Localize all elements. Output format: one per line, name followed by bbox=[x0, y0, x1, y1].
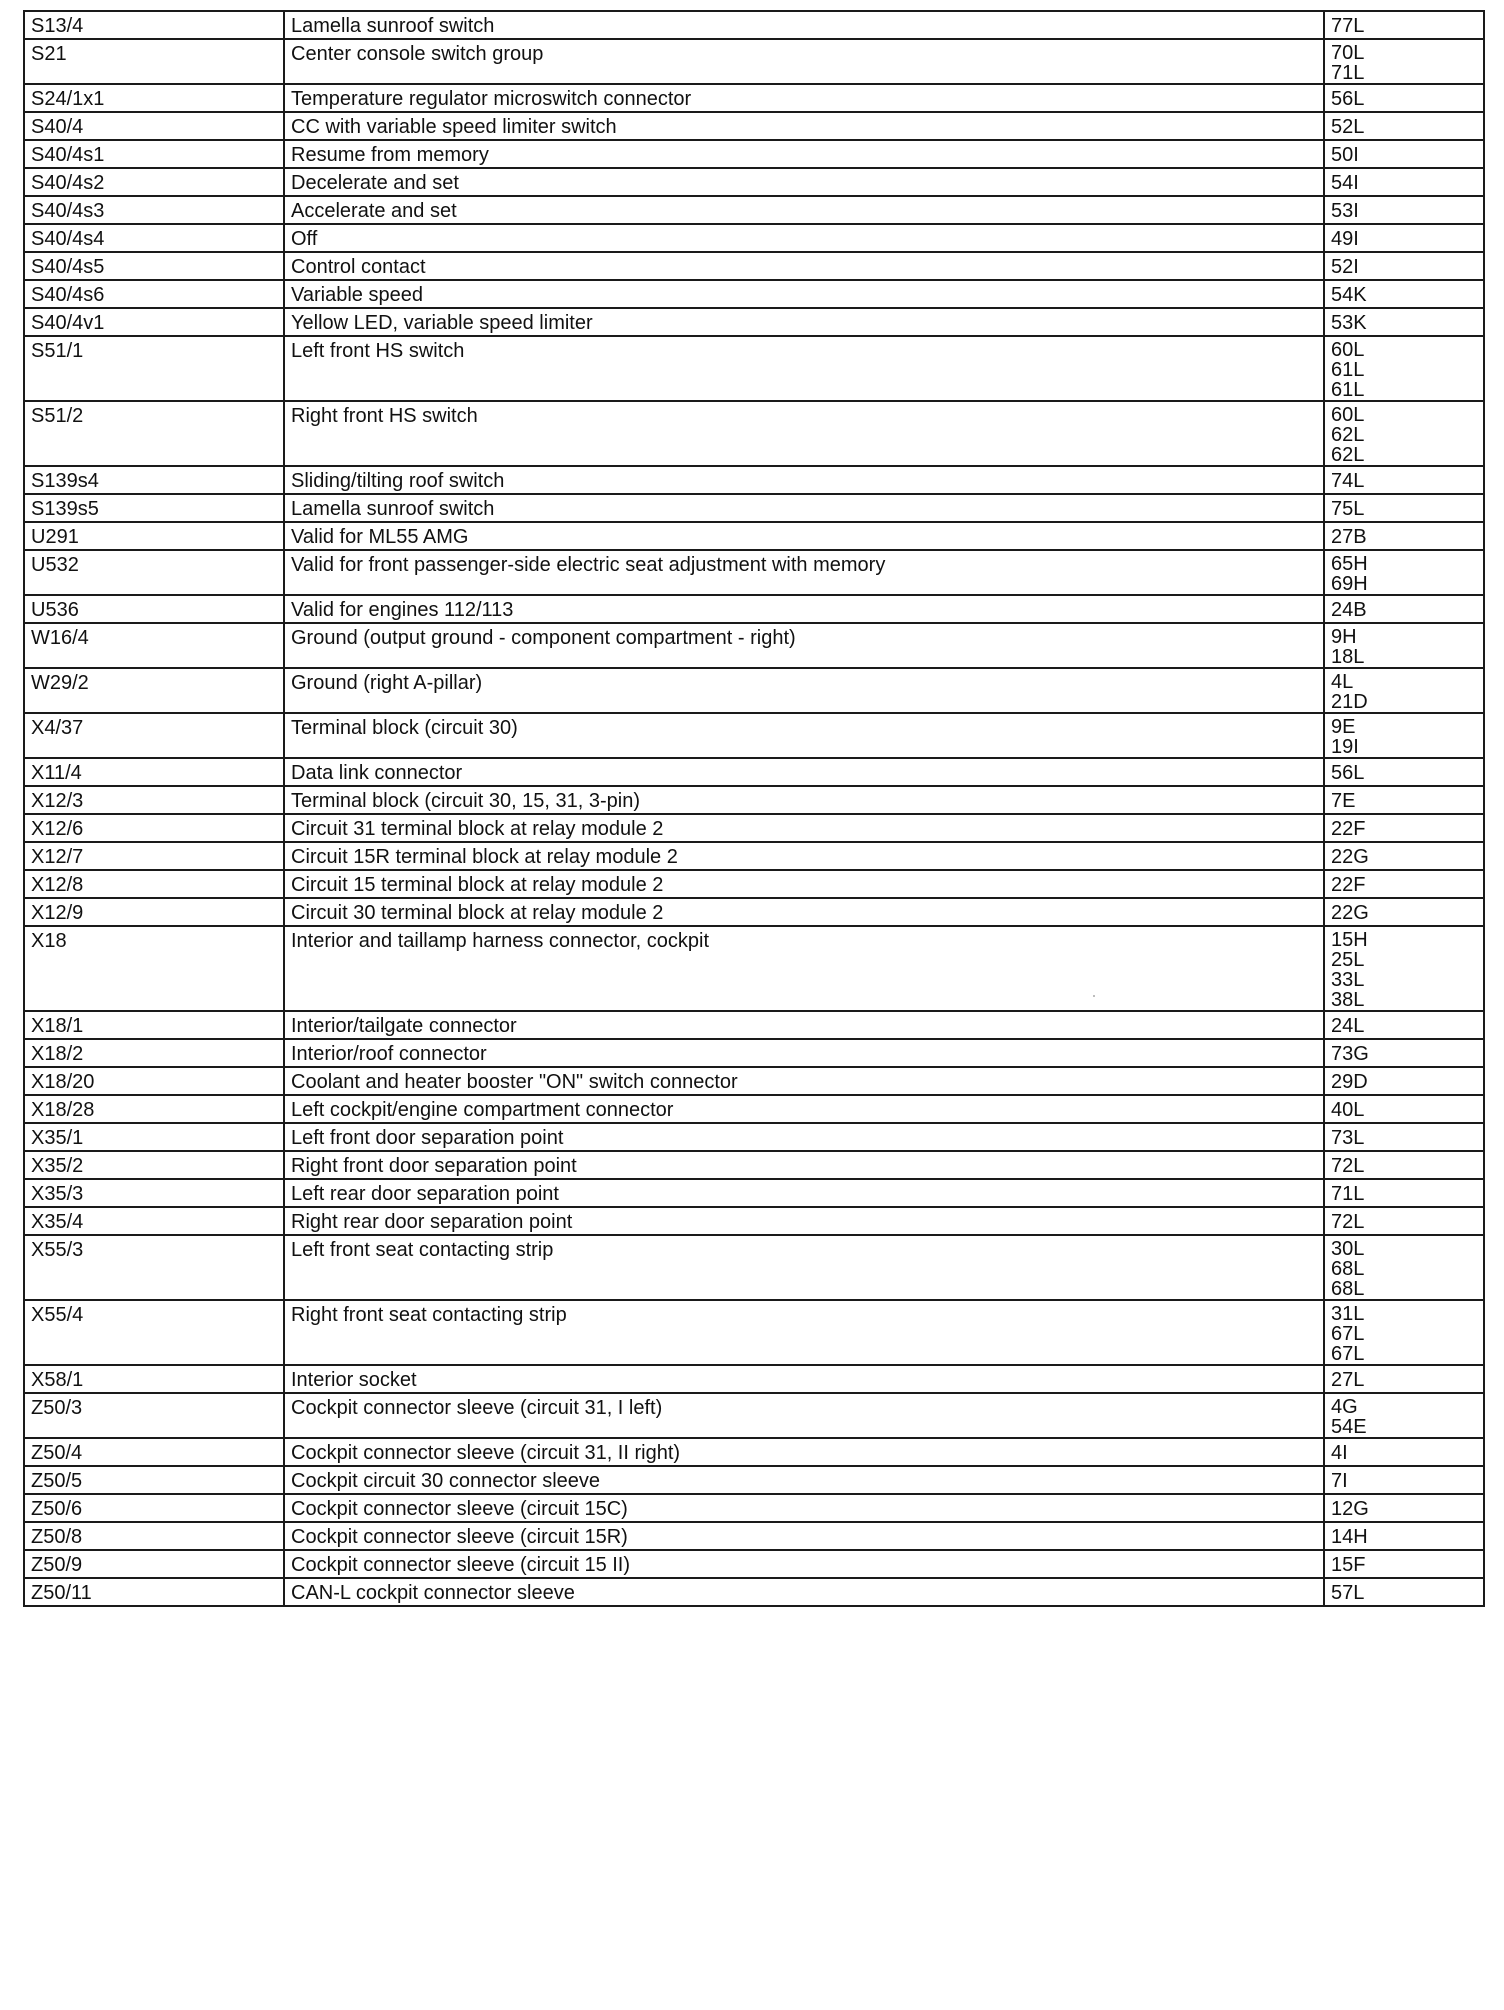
component-legend-sheet bbox=[23, 10, 1483, 1607]
component-code-cell: X35/1 bbox=[24, 1123, 284, 1151]
table-row bbox=[24, 926, 1484, 1011]
grid-location-value: 61L bbox=[1331, 379, 1365, 401]
grid-location-cell bbox=[1324, 1522, 1484, 1550]
grid-location-value: 62L bbox=[1331, 444, 1365, 466]
component-code-cell: U532 bbox=[24, 550, 284, 595]
grid-location-value: 67L bbox=[1331, 1343, 1365, 1365]
table-row bbox=[24, 1466, 1484, 1494]
grid-location-value: 54E bbox=[1331, 1416, 1367, 1438]
grid-location-value: 21D bbox=[1331, 691, 1368, 713]
grid-location-value: 68L bbox=[1331, 1258, 1365, 1280]
component-description-cell: Cockpit connector sleeve (circuit 15C) bbox=[284, 1494, 1324, 1522]
grid-location-cell bbox=[1324, 1123, 1484, 1151]
grid-location-cell bbox=[1324, 308, 1484, 336]
component-description-cell: Ground (output ground - component compartment - right) bbox=[284, 623, 1324, 668]
component-description-cell: Data link connector bbox=[284, 758, 1324, 786]
grid-location-value: 69H bbox=[1331, 573, 1368, 595]
component-code-cell: S40/4 bbox=[24, 112, 284, 140]
table-row bbox=[24, 196, 1484, 224]
component-description-cell: Circuit 31 terminal block at relay module 2 bbox=[284, 814, 1324, 842]
component-description-cell: Left cockpit/engine compartment connector bbox=[284, 1095, 1324, 1123]
table-row bbox=[24, 1438, 1484, 1466]
component-description-cell: Center console switch group bbox=[284, 39, 1324, 84]
component-description-cell: Left front door separation point bbox=[284, 1123, 1324, 1151]
component-code-cell: X18/28 bbox=[24, 1095, 284, 1123]
grid-location-value: 30L bbox=[1331, 1238, 1365, 1260]
grid-location-cell bbox=[1324, 1235, 1484, 1300]
table-row bbox=[24, 870, 1484, 898]
table-row bbox=[24, 1095, 1484, 1123]
grid-location-value: 22F bbox=[1331, 874, 1366, 896]
grid-location-value: 53I bbox=[1331, 200, 1359, 222]
component-description-cell: Interior and taillamp harness connector, cockpit bbox=[284, 926, 1324, 1011]
grid-location-value: 54I bbox=[1331, 172, 1359, 194]
component-description-cell: Circuit 15 terminal block at relay module 2 bbox=[284, 870, 1324, 898]
grid-location-value: 65H bbox=[1331, 553, 1368, 575]
component-description-cell: Temperature regulator microswitch connector bbox=[284, 84, 1324, 112]
grid-location-value: 60L bbox=[1331, 404, 1365, 426]
grid-location-cell bbox=[1324, 224, 1484, 252]
grid-location-cell bbox=[1324, 522, 1484, 550]
component-description-cell: Terminal block (circuit 30) bbox=[284, 713, 1324, 758]
table-row bbox=[24, 1550, 1484, 1578]
grid-location-value: 57L bbox=[1331, 1582, 1365, 1604]
grid-location-value: 73G bbox=[1331, 1043, 1369, 1065]
grid-location-value: 14H bbox=[1331, 1526, 1368, 1548]
component-code-cell: Z50/5 bbox=[24, 1466, 284, 1494]
grid-location-cell bbox=[1324, 1095, 1484, 1123]
component-description-cell: Off bbox=[284, 224, 1324, 252]
component-description-cell: Right front door separation point bbox=[284, 1151, 1324, 1179]
grid-location-value: 60L bbox=[1331, 339, 1365, 361]
component-description-cell: Right front seat contacting strip bbox=[284, 1300, 1324, 1365]
table-row bbox=[24, 898, 1484, 926]
grid-location-cell bbox=[1324, 842, 1484, 870]
grid-location-value: 75L bbox=[1331, 498, 1365, 520]
grid-location-value: 24L bbox=[1331, 1015, 1365, 1037]
table-row bbox=[24, 112, 1484, 140]
table-row bbox=[24, 1522, 1484, 1550]
grid-location-cell bbox=[1324, 870, 1484, 898]
grid-location-cell bbox=[1324, 401, 1484, 466]
grid-location-value: 40L bbox=[1331, 1099, 1365, 1121]
grid-location-value: 49I bbox=[1331, 228, 1359, 250]
table-row bbox=[24, 713, 1484, 758]
table-row bbox=[24, 1207, 1484, 1235]
table-row bbox=[24, 140, 1484, 168]
component-description-cell: Valid for front passenger-side electric seat adjustment with memory bbox=[284, 550, 1324, 595]
table-row bbox=[24, 623, 1484, 668]
component-code-cell: X12/9 bbox=[24, 898, 284, 926]
component-description-cell: Interior/roof connector bbox=[284, 1039, 1324, 1067]
grid-location-cell bbox=[1324, 926, 1484, 1011]
table-row bbox=[24, 1235, 1484, 1300]
grid-location-cell bbox=[1324, 1494, 1484, 1522]
grid-location-value: 29D bbox=[1331, 1071, 1368, 1093]
component-code-cell: Z50/9 bbox=[24, 1550, 284, 1578]
component-description-cell: Coolant and heater booster "ON" switch connector bbox=[284, 1067, 1324, 1095]
grid-location-cell bbox=[1324, 1067, 1484, 1095]
component-code-cell: W16/4 bbox=[24, 623, 284, 668]
component-description-cell: Interior socket bbox=[284, 1365, 1324, 1393]
grid-location-value: 54K bbox=[1331, 284, 1367, 306]
component-description-cell: Cockpit connector sleeve (circuit 15R) bbox=[284, 1522, 1324, 1550]
grid-location-cell bbox=[1324, 1438, 1484, 1466]
table-row bbox=[24, 1011, 1484, 1039]
grid-location-cell bbox=[1324, 1039, 1484, 1067]
component-description-cell: Accelerate and set bbox=[284, 196, 1324, 224]
grid-location-cell bbox=[1324, 336, 1484, 401]
table-row bbox=[24, 1494, 1484, 1522]
grid-location-value: 71L bbox=[1331, 1183, 1365, 1205]
grid-location-value: 27L bbox=[1331, 1369, 1365, 1391]
grid-location-value: 70L bbox=[1331, 42, 1365, 64]
grid-location-value: 61L bbox=[1331, 359, 1365, 381]
grid-location-value: 27B bbox=[1331, 526, 1367, 548]
component-description-cell: Circuit 30 terminal block at relay module 2 bbox=[284, 898, 1324, 926]
grid-location-value: 33L bbox=[1331, 969, 1365, 991]
grid-location-value: 56L bbox=[1331, 88, 1365, 110]
component-legend-table bbox=[23, 10, 1485, 1607]
table-row bbox=[24, 595, 1484, 623]
component-code-cell: U291 bbox=[24, 522, 284, 550]
table-row bbox=[24, 758, 1484, 786]
table-row bbox=[24, 1300, 1484, 1365]
component-description-cell: Cockpit connector sleeve (circuit 15 II) bbox=[284, 1550, 1324, 1578]
component-description-cell: CAN-L cockpit connector sleeve bbox=[284, 1578, 1324, 1606]
legend-table-body bbox=[24, 11, 1484, 1606]
grid-location-value: 52I bbox=[1331, 256, 1359, 278]
component-code-cell: X35/3 bbox=[24, 1179, 284, 1207]
grid-location-value: 68L bbox=[1331, 1278, 1365, 1300]
grid-location-value: 74L bbox=[1331, 470, 1365, 492]
component-description-cell: Resume from memory bbox=[284, 140, 1324, 168]
table-row bbox=[24, 252, 1484, 280]
grid-location-cell bbox=[1324, 814, 1484, 842]
component-code-cell: X58/1 bbox=[24, 1365, 284, 1393]
component-description-cell: Interior/tailgate connector bbox=[284, 1011, 1324, 1039]
table-row bbox=[24, 1393, 1484, 1438]
component-description-cell: Terminal block (circuit 30, 15, 31, 3-pin) bbox=[284, 786, 1324, 814]
component-code-cell: Z50/4 bbox=[24, 1438, 284, 1466]
grid-location-cell bbox=[1324, 898, 1484, 926]
grid-location-value: 71L bbox=[1331, 62, 1365, 84]
table-row bbox=[24, 494, 1484, 522]
component-description-cell: Circuit 15R terminal block at relay module 2 bbox=[284, 842, 1324, 870]
grid-location-value: 18L bbox=[1331, 646, 1365, 668]
grid-location-value: 22G bbox=[1331, 846, 1369, 868]
component-code-cell: S24/1x1 bbox=[24, 84, 284, 112]
grid-location-cell bbox=[1324, 168, 1484, 196]
component-code-cell: S139s4 bbox=[24, 466, 284, 494]
component-code-cell: X18/1 bbox=[24, 1011, 284, 1039]
grid-location-cell bbox=[1324, 1011, 1484, 1039]
component-description-cell: Lamella sunroof switch bbox=[284, 494, 1324, 522]
table-row bbox=[24, 668, 1484, 713]
grid-location-value: 38L bbox=[1331, 989, 1365, 1011]
grid-location-value: 22G bbox=[1331, 902, 1369, 924]
grid-location-value: 4L bbox=[1331, 671, 1354, 693]
grid-location-cell bbox=[1324, 1466, 1484, 1494]
component-description-cell: Left front seat contacting strip bbox=[284, 1235, 1324, 1300]
component-code-cell: S40/4s2 bbox=[24, 168, 284, 196]
grid-location-cell bbox=[1324, 1179, 1484, 1207]
grid-location-cell bbox=[1324, 196, 1484, 224]
component-code-cell: Z50/3 bbox=[24, 1393, 284, 1438]
component-description-cell: Left front HS switch bbox=[284, 336, 1324, 401]
grid-location-value: 15F bbox=[1331, 1554, 1366, 1576]
component-description-cell: Valid for engines 112/113 bbox=[284, 595, 1324, 623]
grid-location-cell bbox=[1324, 1300, 1484, 1365]
grid-location-value: 62L bbox=[1331, 424, 1365, 446]
component-code-cell: S40/4s5 bbox=[24, 252, 284, 280]
grid-location-cell bbox=[1324, 1578, 1484, 1606]
component-code-cell: S40/4v1 bbox=[24, 308, 284, 336]
table-row bbox=[24, 224, 1484, 252]
component-description-cell: Lamella sunroof switch bbox=[284, 11, 1324, 39]
grid-location-value: 7I bbox=[1331, 1470, 1348, 1492]
table-row bbox=[24, 308, 1484, 336]
table-row bbox=[24, 522, 1484, 550]
table-row bbox=[24, 1179, 1484, 1207]
table-row bbox=[24, 842, 1484, 870]
table-row bbox=[24, 1067, 1484, 1095]
component-code-cell: S51/2 bbox=[24, 401, 284, 466]
component-description-cell: Right front HS switch bbox=[284, 401, 1324, 466]
grid-location-cell bbox=[1324, 11, 1484, 39]
grid-location-value: 56L bbox=[1331, 762, 1365, 784]
grid-location-value: 77L bbox=[1331, 15, 1365, 37]
component-code-cell: U536 bbox=[24, 595, 284, 623]
grid-location-value: 4G bbox=[1331, 1396, 1358, 1418]
grid-location-cell bbox=[1324, 280, 1484, 308]
table-row bbox=[24, 168, 1484, 196]
grid-location-value: 67L bbox=[1331, 1323, 1365, 1345]
component-code-cell: Z50/6 bbox=[24, 1494, 284, 1522]
component-code-cell: Z50/11 bbox=[24, 1578, 284, 1606]
component-code-cell: S13/4 bbox=[24, 11, 284, 39]
component-code-cell: S40/4s6 bbox=[24, 280, 284, 308]
grid-location-cell bbox=[1324, 550, 1484, 595]
component-description-cell: Cockpit connector sleeve (circuit 31, II right) bbox=[284, 1438, 1324, 1466]
grid-location-cell bbox=[1324, 1207, 1484, 1235]
grid-location-value: 24B bbox=[1331, 599, 1367, 621]
component-code-cell: S40/4s3 bbox=[24, 196, 284, 224]
grid-location-cell bbox=[1324, 595, 1484, 623]
component-code-cell: X12/7 bbox=[24, 842, 284, 870]
grid-location-cell bbox=[1324, 623, 1484, 668]
component-description-cell: Control contact bbox=[284, 252, 1324, 280]
component-code-cell: X4/37 bbox=[24, 713, 284, 758]
component-code-cell: X55/4 bbox=[24, 1300, 284, 1365]
component-code-cell: X12/3 bbox=[24, 786, 284, 814]
grid-location-cell bbox=[1324, 140, 1484, 168]
table-row bbox=[24, 466, 1484, 494]
component-description-cell: Decelerate and set bbox=[284, 168, 1324, 196]
grid-location-cell bbox=[1324, 112, 1484, 140]
table-row bbox=[24, 401, 1484, 466]
component-description-cell: Valid for ML55 AMG bbox=[284, 522, 1324, 550]
table-row bbox=[24, 1578, 1484, 1606]
grid-location-value: 53K bbox=[1331, 312, 1367, 334]
table-row bbox=[24, 550, 1484, 595]
grid-location-cell bbox=[1324, 1550, 1484, 1578]
grid-location-value: 52L bbox=[1331, 116, 1365, 138]
grid-location-cell bbox=[1324, 84, 1484, 112]
grid-location-cell bbox=[1324, 1365, 1484, 1393]
component-code-cell: X35/4 bbox=[24, 1207, 284, 1235]
component-code-cell: S139s5 bbox=[24, 494, 284, 522]
grid-location-value: 15H bbox=[1331, 929, 1368, 951]
grid-location-cell bbox=[1324, 786, 1484, 814]
grid-location-value: 31L bbox=[1331, 1303, 1365, 1325]
grid-location-cell bbox=[1324, 466, 1484, 494]
component-description-cell: Yellow LED, variable speed limiter bbox=[284, 308, 1324, 336]
grid-location-value: 7E bbox=[1331, 790, 1356, 812]
scan-speck bbox=[1093, 995, 1095, 997]
table-row bbox=[24, 1039, 1484, 1067]
grid-location-cell bbox=[1324, 713, 1484, 758]
grid-location-value: 9E bbox=[1331, 716, 1356, 738]
component-code-cell: S40/4s4 bbox=[24, 224, 284, 252]
grid-location-value: 72L bbox=[1331, 1155, 1365, 1177]
grid-location-value: 19I bbox=[1331, 736, 1359, 758]
component-description-cell: Left rear door separation point bbox=[284, 1179, 1324, 1207]
component-description-cell: Sliding/tilting roof switch bbox=[284, 466, 1324, 494]
grid-location-value: 22F bbox=[1331, 818, 1366, 840]
component-description-cell: Ground (right A-pillar) bbox=[284, 668, 1324, 713]
component-description-cell: CC with variable speed limiter switch bbox=[284, 112, 1324, 140]
component-description-cell: Cockpit connector sleeve (circuit 31, I left) bbox=[284, 1393, 1324, 1438]
table-row bbox=[24, 280, 1484, 308]
component-code-cell: W29/2 bbox=[24, 668, 284, 713]
component-code-cell: X55/3 bbox=[24, 1235, 284, 1300]
component-code-cell: X11/4 bbox=[24, 758, 284, 786]
table-row bbox=[24, 814, 1484, 842]
grid-location-value: 9H bbox=[1331, 626, 1357, 648]
table-row bbox=[24, 786, 1484, 814]
grid-location-value: 72L bbox=[1331, 1211, 1365, 1233]
grid-location-value: 25L bbox=[1331, 949, 1365, 971]
table-row bbox=[24, 11, 1484, 39]
component-code-cell: X18/2 bbox=[24, 1039, 284, 1067]
grid-location-cell bbox=[1324, 39, 1484, 84]
table-row bbox=[24, 39, 1484, 84]
component-code-cell: Z50/8 bbox=[24, 1522, 284, 1550]
component-code-cell: S21 bbox=[24, 39, 284, 84]
component-description-cell: Cockpit circuit 30 connector sleeve bbox=[284, 1466, 1324, 1494]
grid-location-value: 73L bbox=[1331, 1127, 1365, 1149]
grid-location-cell bbox=[1324, 494, 1484, 522]
component-code-cell: X18 bbox=[24, 926, 284, 1011]
table-row bbox=[24, 84, 1484, 112]
component-code-cell: S40/4s1 bbox=[24, 140, 284, 168]
component-description-cell: Right rear door separation point bbox=[284, 1207, 1324, 1235]
grid-location-cell bbox=[1324, 1151, 1484, 1179]
grid-location-cell bbox=[1324, 758, 1484, 786]
table-row bbox=[24, 1365, 1484, 1393]
component-description-cell: Variable speed bbox=[284, 280, 1324, 308]
grid-location-value: 12G bbox=[1331, 1498, 1369, 1520]
component-code-cell: X35/2 bbox=[24, 1151, 284, 1179]
grid-location-cell bbox=[1324, 1393, 1484, 1438]
grid-location-value: 4I bbox=[1331, 1442, 1348, 1464]
table-row bbox=[24, 1123, 1484, 1151]
component-code-cell: X12/8 bbox=[24, 870, 284, 898]
table-row bbox=[24, 336, 1484, 401]
grid-location-cell bbox=[1324, 252, 1484, 280]
grid-location-value: 50I bbox=[1331, 144, 1359, 166]
component-code-cell: S51/1 bbox=[24, 336, 284, 401]
table-row bbox=[24, 1151, 1484, 1179]
component-code-cell: X12/6 bbox=[24, 814, 284, 842]
grid-location-cell bbox=[1324, 668, 1484, 713]
component-code-cell: X18/20 bbox=[24, 1067, 284, 1095]
